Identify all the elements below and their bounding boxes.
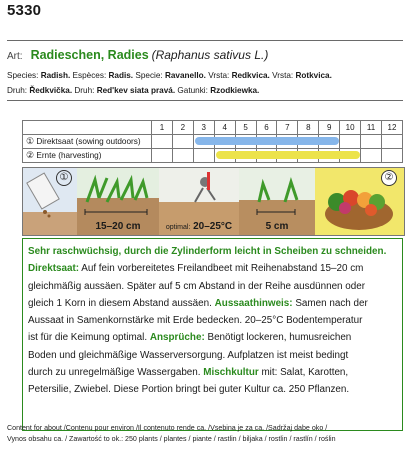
description-text: gleich 1 Korn in diesem Abstand aussäen. — [28, 297, 215, 309]
species-label: Specie: — [135, 71, 163, 80]
calendar-corner — [23, 121, 152, 135]
divider — [7, 100, 403, 101]
row-name: Ernte — [36, 151, 56, 160]
spacing-label: 15–20 cm — [95, 221, 141, 232]
species-value: Radis. — [108, 71, 134, 80]
description-line — [28, 364, 397, 381]
section-heading: Ansprüche: — [149, 332, 205, 344]
step-marker: ① — [26, 136, 35, 146]
row-name: Direktsaat — [36, 137, 74, 146]
sowing-calendar — [22, 120, 403, 165]
description-text: ist für die Keimung optimal. — [28, 332, 150, 344]
row-label — [23, 135, 152, 149]
art-line — [7, 48, 268, 62]
calendar-row-harvest — [23, 149, 403, 163]
species-label: Gatunki: — [177, 86, 208, 95]
species-label: Druh: — [7, 86, 28, 95]
art-label: Art: — [7, 51, 23, 62]
calendar-row-sowing — [23, 135, 403, 149]
description-text: Benötigt lockeren, humusreichen — [204, 332, 352, 344]
species-label: Vrsta: — [208, 71, 230, 80]
description-headline: Sehr raschwüchsig, durch die Zylinderform leicht in Scheiben zu schneiden. — [28, 246, 387, 257]
panel-harvest — [315, 168, 404, 235]
species-label: Druh: — [74, 86, 95, 95]
species-label: Espèces: — [72, 71, 107, 80]
section-heading: Aussaathinweis: — [214, 297, 293, 309]
step-1-badge: ① — [56, 170, 72, 186]
section-heading: Mischkultur — [203, 367, 259, 379]
description-line: Boden und gleichmäßige Wasserversorgung. Aufplatzen ist meist bedingt — [28, 349, 349, 361]
species-value: Redkvica. — [231, 71, 270, 80]
content-note-line-2: Vynos obsahu ca. / Zawartość to ok.: 250 plants / plantes / piante / rastlin / biljaka / rostlin / rastlín / roślin — [7, 435, 336, 443]
section-heading: Direktsaat: — [28, 263, 80, 275]
species-value: Radish. — [40, 71, 71, 80]
species-line-2 — [7, 86, 259, 95]
calendar-header-row — [23, 121, 403, 135]
divider — [7, 40, 403, 41]
month-cell: 9 — [319, 121, 340, 135]
description-text: durch zu unregelmäßige Wassergaben. — [28, 367, 204, 379]
step-2-badge: ② — [381, 170, 397, 186]
panel-thinning — [239, 168, 316, 235]
step-marker: ② — [26, 150, 35, 160]
species-value: Ravanello. — [164, 71, 206, 80]
month-cell: 3 — [193, 121, 214, 135]
instruction-illustrations — [22, 167, 405, 236]
description-line: Aussaat in Samenkornstärke mit Erde bedecken. 20–25°C Bodentemperatur — [28, 315, 363, 327]
species-value: Ředkvička. — [29, 86, 73, 95]
description-line — [28, 295, 397, 312]
month-cell: 7 — [277, 121, 298, 135]
description-line — [28, 329, 397, 346]
species-label: Vrsta: — [272, 71, 294, 80]
panel-temperature — [159, 168, 240, 235]
description-text: Auf fein vorbereitetes Freilandbeet mit Reihenabstand 15–20 cm — [79, 263, 364, 275]
row-label — [23, 149, 152, 163]
row-note: (harvesting) — [58, 151, 102, 160]
description-line — [28, 260, 397, 277]
thinning-label: 5 cm — [265, 221, 289, 232]
species-value: Red'kev siata pravá. — [96, 86, 176, 95]
row-note: (sowing outdoors) — [75, 137, 141, 146]
month-cell: 5 — [235, 121, 256, 135]
month-cell: 8 — [298, 121, 319, 135]
month-cell: 11 — [361, 121, 382, 135]
month-cell: 10 — [340, 121, 361, 135]
month-cell: 2 — [172, 121, 193, 135]
panel-row-spacing — [77, 168, 160, 235]
panel-seed-packet — [23, 168, 78, 235]
species-value: Rzodkiewka. — [210, 86, 260, 95]
temperature-caption — [159, 221, 239, 232]
species-value: Rotkvica. — [295, 71, 332, 80]
species-line-1 — [7, 71, 332, 80]
species-label: Species: — [7, 71, 39, 80]
month-cell: 12 — [381, 121, 402, 135]
optimal-label: optimal: — [165, 224, 191, 231]
description-line: gleichmäßig aussäen. Später auf 5 cm Abstand in der Reihe ausdünnen oder — [28, 280, 366, 292]
latin-name: (Raphanus sativus L.) — [151, 48, 269, 62]
month-cell: 4 — [214, 121, 235, 135]
temperature-value: 20–25°C — [193, 221, 233, 232]
growing-instructions — [22, 238, 403, 431]
content-note-line-1: Content for about /Contenu pour environ /Il contenuto rende ca. /Vsebina je za ca. /Sadržaj dabe oko / — [7, 424, 328, 432]
art-names: Radieschen, Radies — [30, 48, 149, 62]
description-line: Petersilie, Zwiebel. Diese Portion bringt bei guter Kultur ca. 250 Pflanzen. — [28, 384, 350, 396]
product-code: 5330 — [7, 2, 42, 19]
month-cell: 6 — [256, 121, 277, 135]
month-cell: 1 — [152, 121, 173, 135]
description-text: mit: Salat, Karotten, — [258, 367, 349, 379]
description-text: Samen nach der — [292, 297, 368, 309]
